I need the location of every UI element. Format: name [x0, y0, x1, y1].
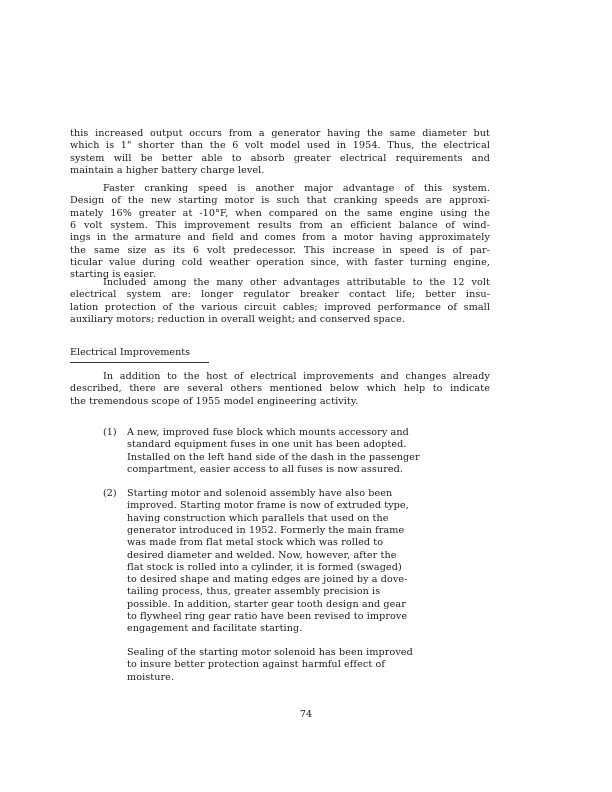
text-line: Included among the many other advantages attributable to the 12 volt	[103, 277, 490, 288]
text-line: having construction which parallels that used on the	[127, 512, 389, 524]
text-line: Sealing of the starting motor solenoid has been improved	[127, 647, 413, 658]
section-heading: Electrical Improvements	[70, 347, 191, 358]
text-line: engagement and facilitate starting.	[127, 623, 303, 635]
text-line: to flywheel ring gear ratio have been revised to improve	[127, 611, 408, 622]
page-number: 74	[299, 709, 313, 720]
list-item-number: (1)	[103, 427, 117, 438]
text-line: flat stock is rolled into a cylinder, it is formed (swaged)	[127, 561, 402, 573]
text-line: mately 16% greater at -10°F, when compared on the same engine using the	[70, 207, 490, 219]
text-line: described, there are several others mentioned below which help to indicate	[70, 383, 490, 395]
text-line: A new, improved fuse block which mounts accessory and	[127, 427, 409, 438]
text-line: electrical system are: longer regulator breaker contact life; better insu-	[70, 289, 490, 301]
text-line: Installed on the left hand side of the dash in the passenger	[127, 451, 420, 463]
text-line: possible. In addition, starter gear tooth design and gear	[127, 598, 406, 610]
text-line: which is 1" shorter than the 6 volt model used in 1954. Thus, the electrical	[70, 140, 490, 152]
text-line: generator introduced in 1952. Formerly the main frame	[127, 524, 405, 536]
text-line: ings in the armature and field and comes from a motor having approximately	[70, 232, 490, 244]
text-line: the same size as its 6 volt predecessor. This increase in speed is of par-	[70, 244, 490, 256]
text-line: to insure better protection against harmful effect of	[127, 659, 385, 671]
text-line: auxiliary motors; reduction in overall weight; and conserved space.	[70, 313, 406, 325]
text-line: standard equipment fuses in one unit has been adopted.	[127, 439, 407, 451]
text-line: Starting motor and solenoid assembly have also been	[127, 488, 393, 499]
text-line: In addition to the host of electrical improvements and changes already	[103, 371, 490, 382]
text-line: maintain a higher battery charge level.	[70, 164, 265, 176]
text-line: moisture.	[127, 671, 175, 683]
text-line: ticular value during cold weather operation since, with faster turning engine,	[70, 256, 490, 268]
text-line: the tremendous scope of 1955 model engineering activity.	[70, 395, 359, 407]
text-line: desired diameter and welded. Now, however, after the	[127, 549, 397, 561]
text-line: 6 volt system. This improvement results from an efficient balance of wind-	[70, 219, 490, 231]
text-line: Design of the new starting motor is such that cranking speeds are approxi-	[70, 195, 490, 207]
list-item-number: (2)	[103, 488, 117, 499]
text-line: improved. Starting motor frame is now of extruded type,	[127, 500, 409, 512]
text-line: this increased output occurs from a generator having the same diameter but	[70, 128, 490, 139]
text-line: system will be better able to absorb greater electrical requirements and	[70, 152, 490, 164]
text-line: Faster cranking speed is another major advantage of this system.	[103, 183, 490, 194]
text-line: was made from flat metal stock which was rolled to	[127, 537, 384, 549]
heading-underline	[70, 362, 209, 363]
text-line: compartment, easier access to all fuses is now assured.	[127, 463, 404, 475]
text-line: to desired shape and mating edges are joined by a dove-	[127, 574, 408, 586]
text-line: lation protection of the various circuit cables; improved performance of small	[70, 301, 490, 313]
text-line: starting is easier.	[70, 269, 156, 281]
text-line: tailing process, thus, greater assembly precision is	[127, 586, 381, 598]
